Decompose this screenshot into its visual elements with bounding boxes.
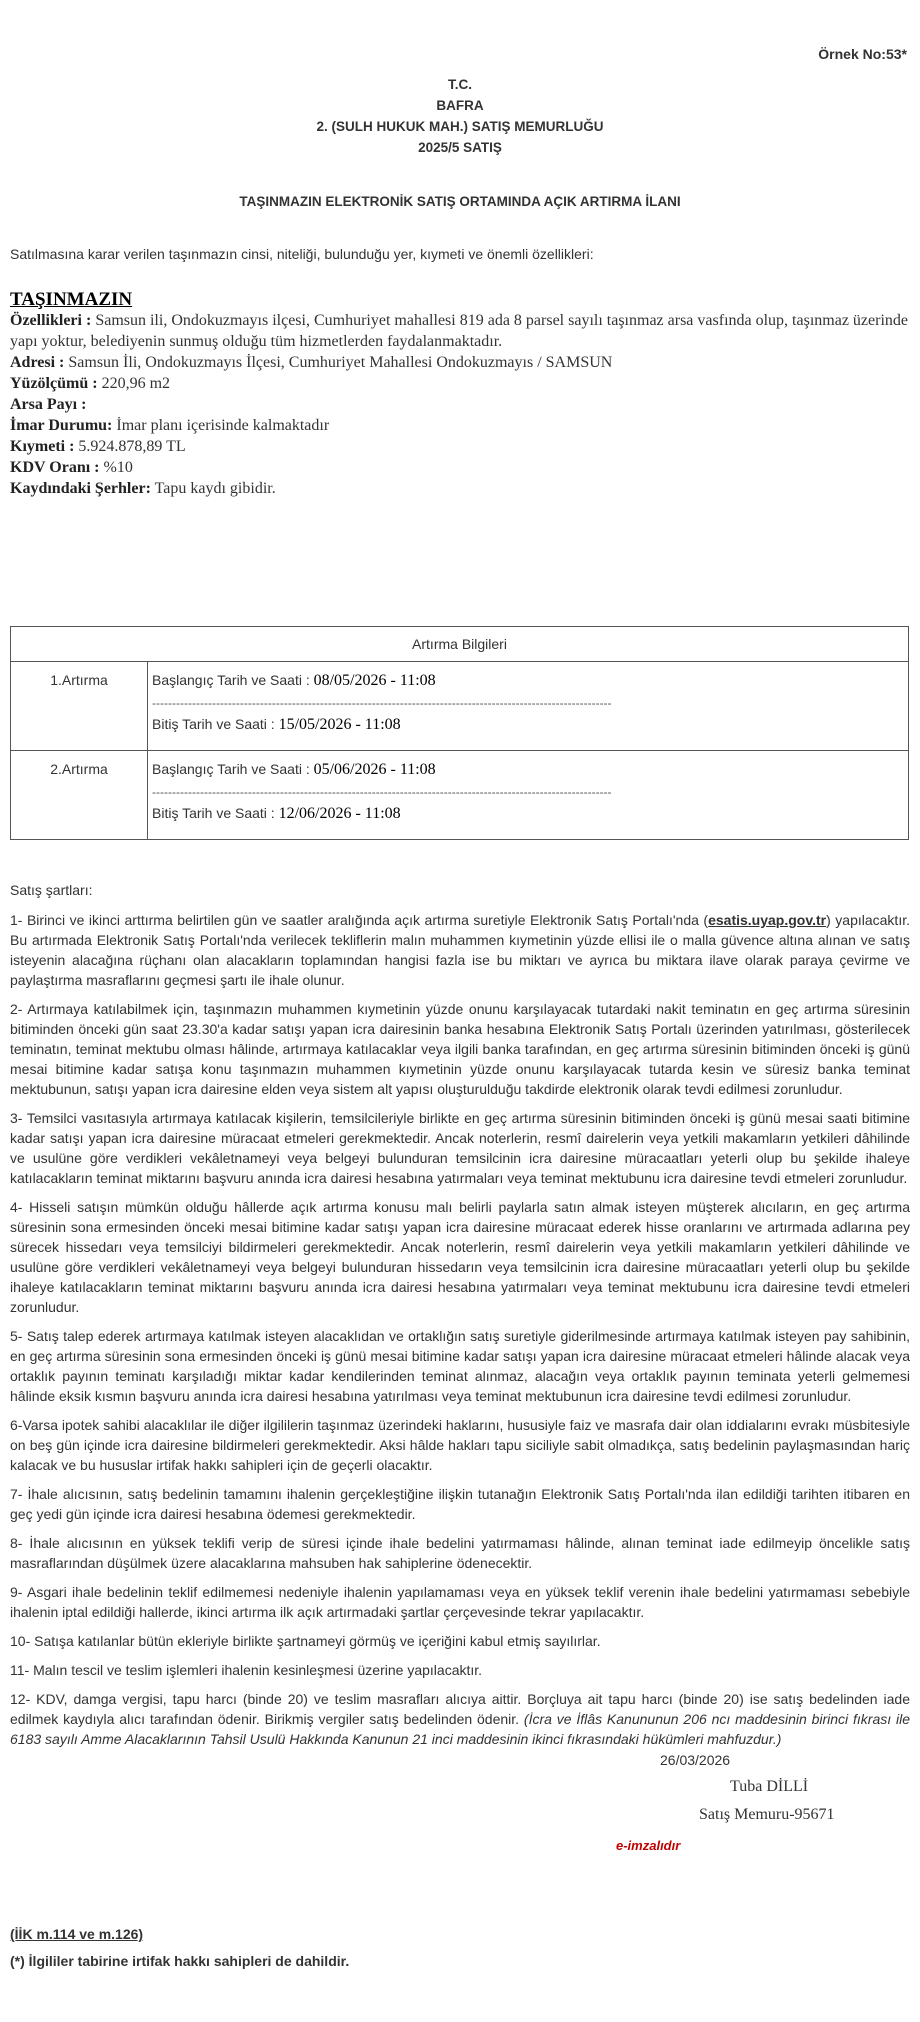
signature-date: 26/03/2026 [660,1752,731,1768]
signatory-name: Tuba DİLLİ [730,1778,809,1795]
terms-label: Satış şartları: [10,882,93,898]
auction-row [11,751,909,840]
property-land-share [10,394,910,415]
signatory-title: Satış Memuru-95671 [699,1806,835,1823]
features-label: Özellikleri : [10,312,92,329]
property-address [10,352,910,373]
auction-start [152,761,904,779]
term-1-text-b: ) yapılacaktır. Bu artırmada Elektronik Satış Portalı'nda verilecek tekliflerin malın muhammen kıymetinin yüzde ellisi ile o malla güvence altına alınan ve satış isteyenin alacağına rüçhanı olan alacakların toplamından hangisi fazla ise bu miktarı ve ayrıca bu miktara ilave olarak paraya çevirme ve paylaştırma masraflarını geçmesi şartı ile ihale olunur. [10,912,910,988]
header-line-tc: T.C. [447,77,472,92]
header-line-file: 2025/5 SATIŞ [418,140,502,155]
term-1 [10,910,910,990]
vat-label: KDV Oranı : [10,459,100,476]
term-4: 4- Hisseli satışın mümkün olduğu hâllerde açık artırma konusu malı belirli paylarla satın almak isteyen müşterek alıcıların, en geç artırma süresinin sona ermesinden önceki mesai bitimine kadar satışı yapan icra dairesine müracaat ederek hisse oranlarını ve artırmada adlarına pey sürecek hissedarı veya temsilciyi bildirmeleri gerekmektedir. Ancak noterlerin, resmî dairelerin veya yetkili makamların yetkileri dâhilinde ve usulüne göre verdikleri vekâletnameyi veya belgeyi bulunduran hissedarın veya temsilcinin icra dairesine müracaatları yeterli olup bu şekilde ihaleye katılacakların teminat miktarını başvuru anında icra dairesi hesabına yatırmaları veya teminat mektubunu icra dairesine tevdi etmeleri zorunludur. [10,1199,910,1315]
start-datetime: 08/05/2026 - 11:08 [313,672,436,689]
intro-text: Satılmasına karar verilen taşınmazın cinsi, niteliği, bulunduğu yer, kıymeti ve önemli özellikleri: [10,246,594,262]
document-title: TAŞINMAZIN ELEKTRONİK SATIŞ ORTAMINDA AÇIK ARTIRMA İLANI [239,194,681,209]
term-1-text-a: 1- Birinci ve ikinci arttırma belirtilen gün ve saatler aralığında açık artırma suretiyle Elektronik Satış Portalı'nda ( [10,912,709,928]
auction-end [152,805,904,823]
zoning-value: İmar planı içerisinde kalmaktadır [116,417,330,434]
property-value [10,436,910,457]
end-label: Bitiş Tarih ve Saati : [152,716,275,732]
auction-caption-row [11,627,909,662]
property-vat [10,457,910,478]
term-12-law-note: (İcra ve İflâs Kanununun 206 ncı maddesinin birinci fıkrası ile 6183 sayılı Amme Alacaklarının Tahsil Usulü Hakkında Kanunun 21 inci maddesinin ikinci fıkrasındaki hükümleri mahfuzdur.) [10,1711,910,1747]
term-11: 11- Malın tescil ve teslim işlemleri ihalenin kesinleşmesi üzerine yapılacaktır. [10,1662,483,1678]
end-datetime: 15/05/2026 - 11:08 [278,716,401,733]
area-label: Yüzölçümü : [10,375,98,392]
auction-caption: Artırma Bilgileri [11,627,909,662]
e-signature-note: e-imzalıdır [616,1838,681,1853]
value-label: Kıymeti : [10,438,75,455]
property-zoning [10,415,910,436]
annotations-value: Tapu kaydı gibidir. [154,480,276,497]
footer-note: (*) İlgililer tabirine irtifak hakkı sahipleri de dahildir. [10,1953,350,1969]
term-9: 9- Asgari ihale bedelinin teklif edilmemesi nedeniyle ihalenin yapılamaması veya en yüksek teklif verenin ihale bedelini yatırmaması sebebiyle ihalenin iptal edildiği hallerde, ikinci artırma ilk açık artırmadaki şartlar çerçevesinde tekrar yapılacaktır. [10,1584,910,1620]
value-amount: 5.924.878,89 TL [78,438,186,455]
document-header [0,74,920,158]
term-7: 7- İhale alıcısının, satış bedelinin tamamını ihalenin gerçekleştiğine ilişkin tutanağın Elektronik Satış Portalı'nda ilan edildiği tarihten itibaren en geç yedi gün içinde icra dairesi hesabına ödemesi gerekmektedir. [10,1486,910,1522]
start-label: Başlangıç Tarih ve Saati : [152,761,310,777]
term-12 [10,1689,910,1749]
term-2: 2- Artırmaya katılabilmek için, taşınmazın muhammen kıymetinin yüzde onunu karşılayacak tutardaki nakit teminatın en geç artırma süresinin bitiminden önceki gün saat 23.30'a kadar satışı yapan icra dairesinin banka hesabına Elektronik Satış Portalı üzerinden yatırılması, gösterilecek teminatın, teminat mektubu olması hâlinde, artırmaya katılacaklar veya ilgili banka tarafından, en geç artırma süresinin bitiminden önceki iş günü mesai bitimine kadar satışa konu taşınmazın muhammen kıymetinin yüzde onunu karşılayacak tutarda kesin ve süresiz banka teminat mektubunun, satışı yapan icra dairesine elden veya sistem alt yapısı oluşturulduğu takdirde elektronik olarak tevdi edilmesi zorunludur. [10,1001,910,1097]
term-3: 3- Temsilci vasıtasıyla artırmaya katılacak kişilerin, temsilcileriyle birlikte en geç artırma süresinin bitiminden önceki iş günü mesai saati bitimine kadar satışı yapan icra dairesine müracaat etmeleri gerekmektedir. Ancak noterlerin, resmî dairelerin veya yetkili makamların yetkileri dâhilinde ve usulüne göre verdikleri vekâletnameyi veya belgeyi bulunduran temsilcinin icra dairesine müracaatları yeterli olup bu şekilde ihaleye katılacakların teminat miktarını başvuru anında icra dairesi hesabına yatırmaları veya teminat mektubunu icra dairesine tevdi etmeleri zorunludur. [10,1110,910,1186]
property-details [10,289,910,499]
auction-round-label: 1.Artırma [11,662,148,751]
separator-line: ------------------------------------------------------------------------------------------------------------------- [152,785,612,799]
term-12-text: 12- KDV, damga vergisi, tapu harcı (binde 20) ve teslim masrafları alıcıya aittir. Borçluya ait tapu harcı (binde 20) ise satış bedelinden iade edilmek kaydıyla alıcı tarafından ödenir. Birikmiş vergiler satış bedelinden ödenir. [10,1691,910,1727]
end-datetime: 12/06/2026 - 11:08 [278,805,401,822]
end-label: Bitiş Tarih ve Saati : [152,805,275,821]
zoning-label: İmar Durumu: [10,417,113,434]
address-value: Samsun İli, Ondokuzmayıs İlçesi, Cumhuriyet Mahallesi Ondokuzmayıs / SAMSUN [68,354,613,371]
sale-terms [10,910,910,1758]
auction-start [152,672,904,690]
auction-round-details [148,662,909,751]
property-heading: TAŞINMAZIN [10,289,133,310]
auction-row [11,662,909,751]
property-area [10,373,910,394]
auction-info-table [10,626,909,840]
term-5: 5- Satış talep ederek artırmaya katılmak isteyen alacaklıdan ve ortaklığın satış suretiyle giderilmesinde artırmaya katılmak isteyen pay sahibinin, en geç artırma süresinin sona ermesinden önceki iş günü mesai bitimine kadar satışı yapan icra dairesine müracaat etmeleri hâlinde alacak veya ortaklık payının teminatı karşıladığı miktar kadar kendilerinden teminat alınmaz, alacağın veya ortaklık payının teminata yeterli gelmemesi hâlinde eksik kısmın başvuru anında icra dairesi hesabına yatırılması veya teminat mektubunun icra dairesine tevdi edilmesi zorunludur. [10,1328,910,1404]
address-label: Adresi : [10,354,65,371]
term-6: 6-Varsa ipotek sahibi alacaklılar ile diğer ilgililerin taşınmaz üzerindeki haklarını, hususiyle faiz ve masrafa dair olan iddialarını evrakı müsbitesiyle on beş gün içinde icra dairesine bildirmeleri gerekmektedir. Aksi hâlde hakları tapu siciliyle sabit olmadıkça, satış bedelinin paylaşmasından hariç kalacak ve bu hususlar irtifak hakkı sahipleri için de geçerli olacaktır. [10,1417,910,1473]
features-value: Samsun ili, Ondokuzmayıs ilçesi, Cumhuriyet mahallesi 819 ada 8 parsel sayılı taşınmaz arsa vasfında olup, taşınmaz üzerinde yapı yoktur, belediyenin sunmuş olduğu tüm hizmetlerden faydalanmaktadır. [10,312,908,350]
land-share-label: Arsa Payı : [10,396,87,413]
vat-value: %10 [103,459,133,476]
header-line-city: BAFRA [436,98,484,113]
portal-link[interactable]: esatis.uyap.gov.tr [708,912,827,928]
law-reference: (İİK m.114 ve m.126) [10,1926,144,1942]
start-label: Başlangıç Tarih ve Saati : [152,672,310,688]
auction-round-label: 2.Artırma [11,751,148,840]
annotations-label: Kaydındaki Şerhler: [10,480,151,497]
term-10: 10- Satışa katılanlar bütün ekleriyle birlikte şartnameyi görmüş ve içeriğini kabul etmiş sayılırlar. [10,1633,601,1649]
property-features [10,310,910,352]
auction-end [152,716,904,734]
auction-round-details [148,751,909,840]
sample-number: Örnek No:53* [818,46,907,62]
separator-line: ------------------------------------------------------------------------------------------------------------------- [152,696,612,710]
property-annotations [10,478,910,499]
start-datetime: 05/06/2026 - 11:08 [313,761,436,778]
term-8: 8- İhale alıcısının en yüksek teklifi verip de süresi içinde ihale bedelini yatırmaması hâlinde, alınan teminat iade edilmeyip öncelikle satış masraflarından düşülmek üzere alacaklarına mahsuben hak sahiplerine ödenecektir. [10,1535,910,1571]
header-line-office: 2. (SULH HUKUK MAH.) SATIŞ MEMURLUĞU [316,119,604,134]
area-value: 220,96 m2 [101,375,171,392]
